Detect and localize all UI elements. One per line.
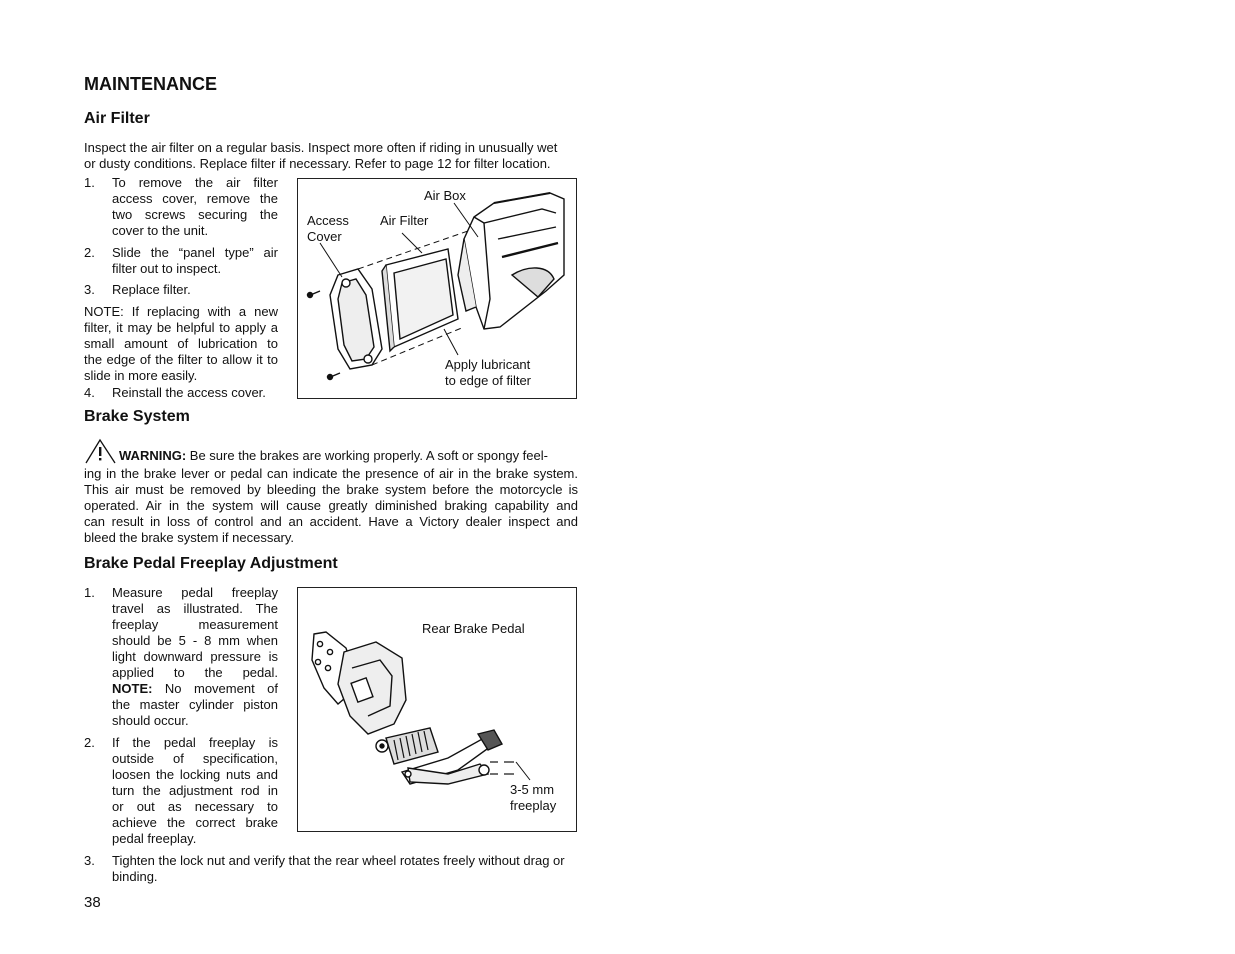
warning-line: operated. Air in the system will cause greatly diminished braking capability and [84, 498, 578, 513]
note-line: small amount of lubrication to [84, 336, 278, 351]
air-filter-intro [84, 140, 578, 172]
step-line: outside of specification, [112, 751, 278, 766]
page-number: 38 [84, 894, 101, 911]
rear-brake-pedal-label: Rear Brake Pedal [422, 621, 525, 636]
note-line: the edge of the filter to allow it to [84, 352, 278, 367]
step-line: access cover, remove the [112, 191, 278, 206]
step-line: achieve the correct brake [112, 815, 278, 830]
warning-line: can result in loss of control and an accident. Have a Victory dealer inspect and [84, 514, 578, 529]
step-line: should be 5 - 8 mm when [112, 633, 278, 648]
step-number: 2. [84, 245, 95, 260]
brake-pedal-figure [297, 587, 577, 832]
brake-system-heading: Brake System [84, 408, 190, 425]
page-title: MAINTENANCE [84, 74, 217, 94]
step-number: 3. [84, 853, 95, 868]
step-line: pedal freeplay. [112, 831, 197, 846]
step-line: filter out to inspect. [112, 261, 222, 276]
warning-line: ing in the brake lever or pedal can indicate the presence of air in the brake system. [84, 466, 578, 481]
freeplay-label-1: 3-5 mm [510, 782, 555, 797]
warning-line: bleed the brake system if necessary. [84, 530, 295, 545]
step-line: Tighten the lock nut and verify that the rear wheel rotates freely without drag or [112, 853, 565, 868]
step-number: 2. [84, 735, 95, 750]
step-line: To remove the air filter [112, 175, 278, 190]
access-cover-label-1: Access [307, 213, 349, 228]
intro-line: or dusty conditions. Replace filter if necessary. Refer to page 12 for filter location. [84, 156, 551, 171]
note-label: NOTE: [112, 681, 153, 696]
step-line: the master cylinder piston [112, 697, 278, 712]
warning-text: Be sure the brakes are working properly. A soft or spongy feel- [189, 448, 548, 463]
step-line: light downward pressure is [112, 649, 278, 664]
note-text: No movement of [152, 681, 278, 696]
step-line: should occur. [112, 713, 189, 728]
air-filter-heading: Air Filter [84, 110, 150, 127]
step-line: Replace filter. [112, 282, 191, 297]
warning-label: WARNING: [119, 448, 187, 463]
note-line: filter, it may be helpful to apply a [84, 320, 278, 335]
lubricant-label-1: Apply lubricant [445, 357, 531, 372]
warning-line: This air must be removed by bleeding the brake system before the motorcycle is [84, 482, 578, 497]
intro-line: Inspect the air filter on a regular basis. Inspect more often if riding in unusually wet [84, 140, 558, 155]
step-line: travel as illustrated. The [112, 601, 278, 616]
step-line: freeplay measurement [112, 617, 278, 632]
step-line: Slide the “panel type” air [112, 245, 278, 260]
step-line: If the pedal freeplay is [112, 735, 278, 750]
step-line: two screws securing the [112, 207, 278, 222]
freeplay-heading: Brake Pedal Freeplay Adjustment [84, 555, 338, 572]
air-filter-label: Air Filter [380, 213, 429, 228]
step-line: cover to the unit. [112, 223, 209, 238]
note-line: slide in more easily. [84, 368, 198, 383]
step-line: Reinstall the access cover. [112, 385, 266, 400]
step-number: 4. [84, 385, 95, 400]
step-number: 1. [84, 175, 95, 190]
step-number: 1. [84, 585, 95, 600]
warning-icon [84, 438, 118, 464]
lubricant-label-2: to edge of filter [445, 373, 531, 388]
access-cover-label-2: Cover [307, 229, 342, 244]
step-number: 3. [84, 282, 95, 297]
air-box-label: Air Box [424, 188, 466, 203]
step-line: turn the adjustment rod in [112, 783, 278, 798]
step-line: Measure pedal freeplay [112, 585, 278, 600]
air-filter-note [84, 304, 278, 384]
freeplay-label-2: freeplay [510, 798, 557, 813]
step-note-line [112, 681, 278, 697]
step-line: or out as necessary to [112, 799, 278, 814]
air-filter-figure [297, 178, 577, 399]
warning-body [84, 466, 578, 546]
step-line: applied to the pedal. [112, 665, 278, 680]
note-line: NOTE: If replacing with a new [84, 304, 278, 319]
step-line: binding. [112, 869, 158, 884]
warning-first-line [119, 448, 579, 464]
step-line: loosen the locking nuts and [112, 767, 278, 782]
